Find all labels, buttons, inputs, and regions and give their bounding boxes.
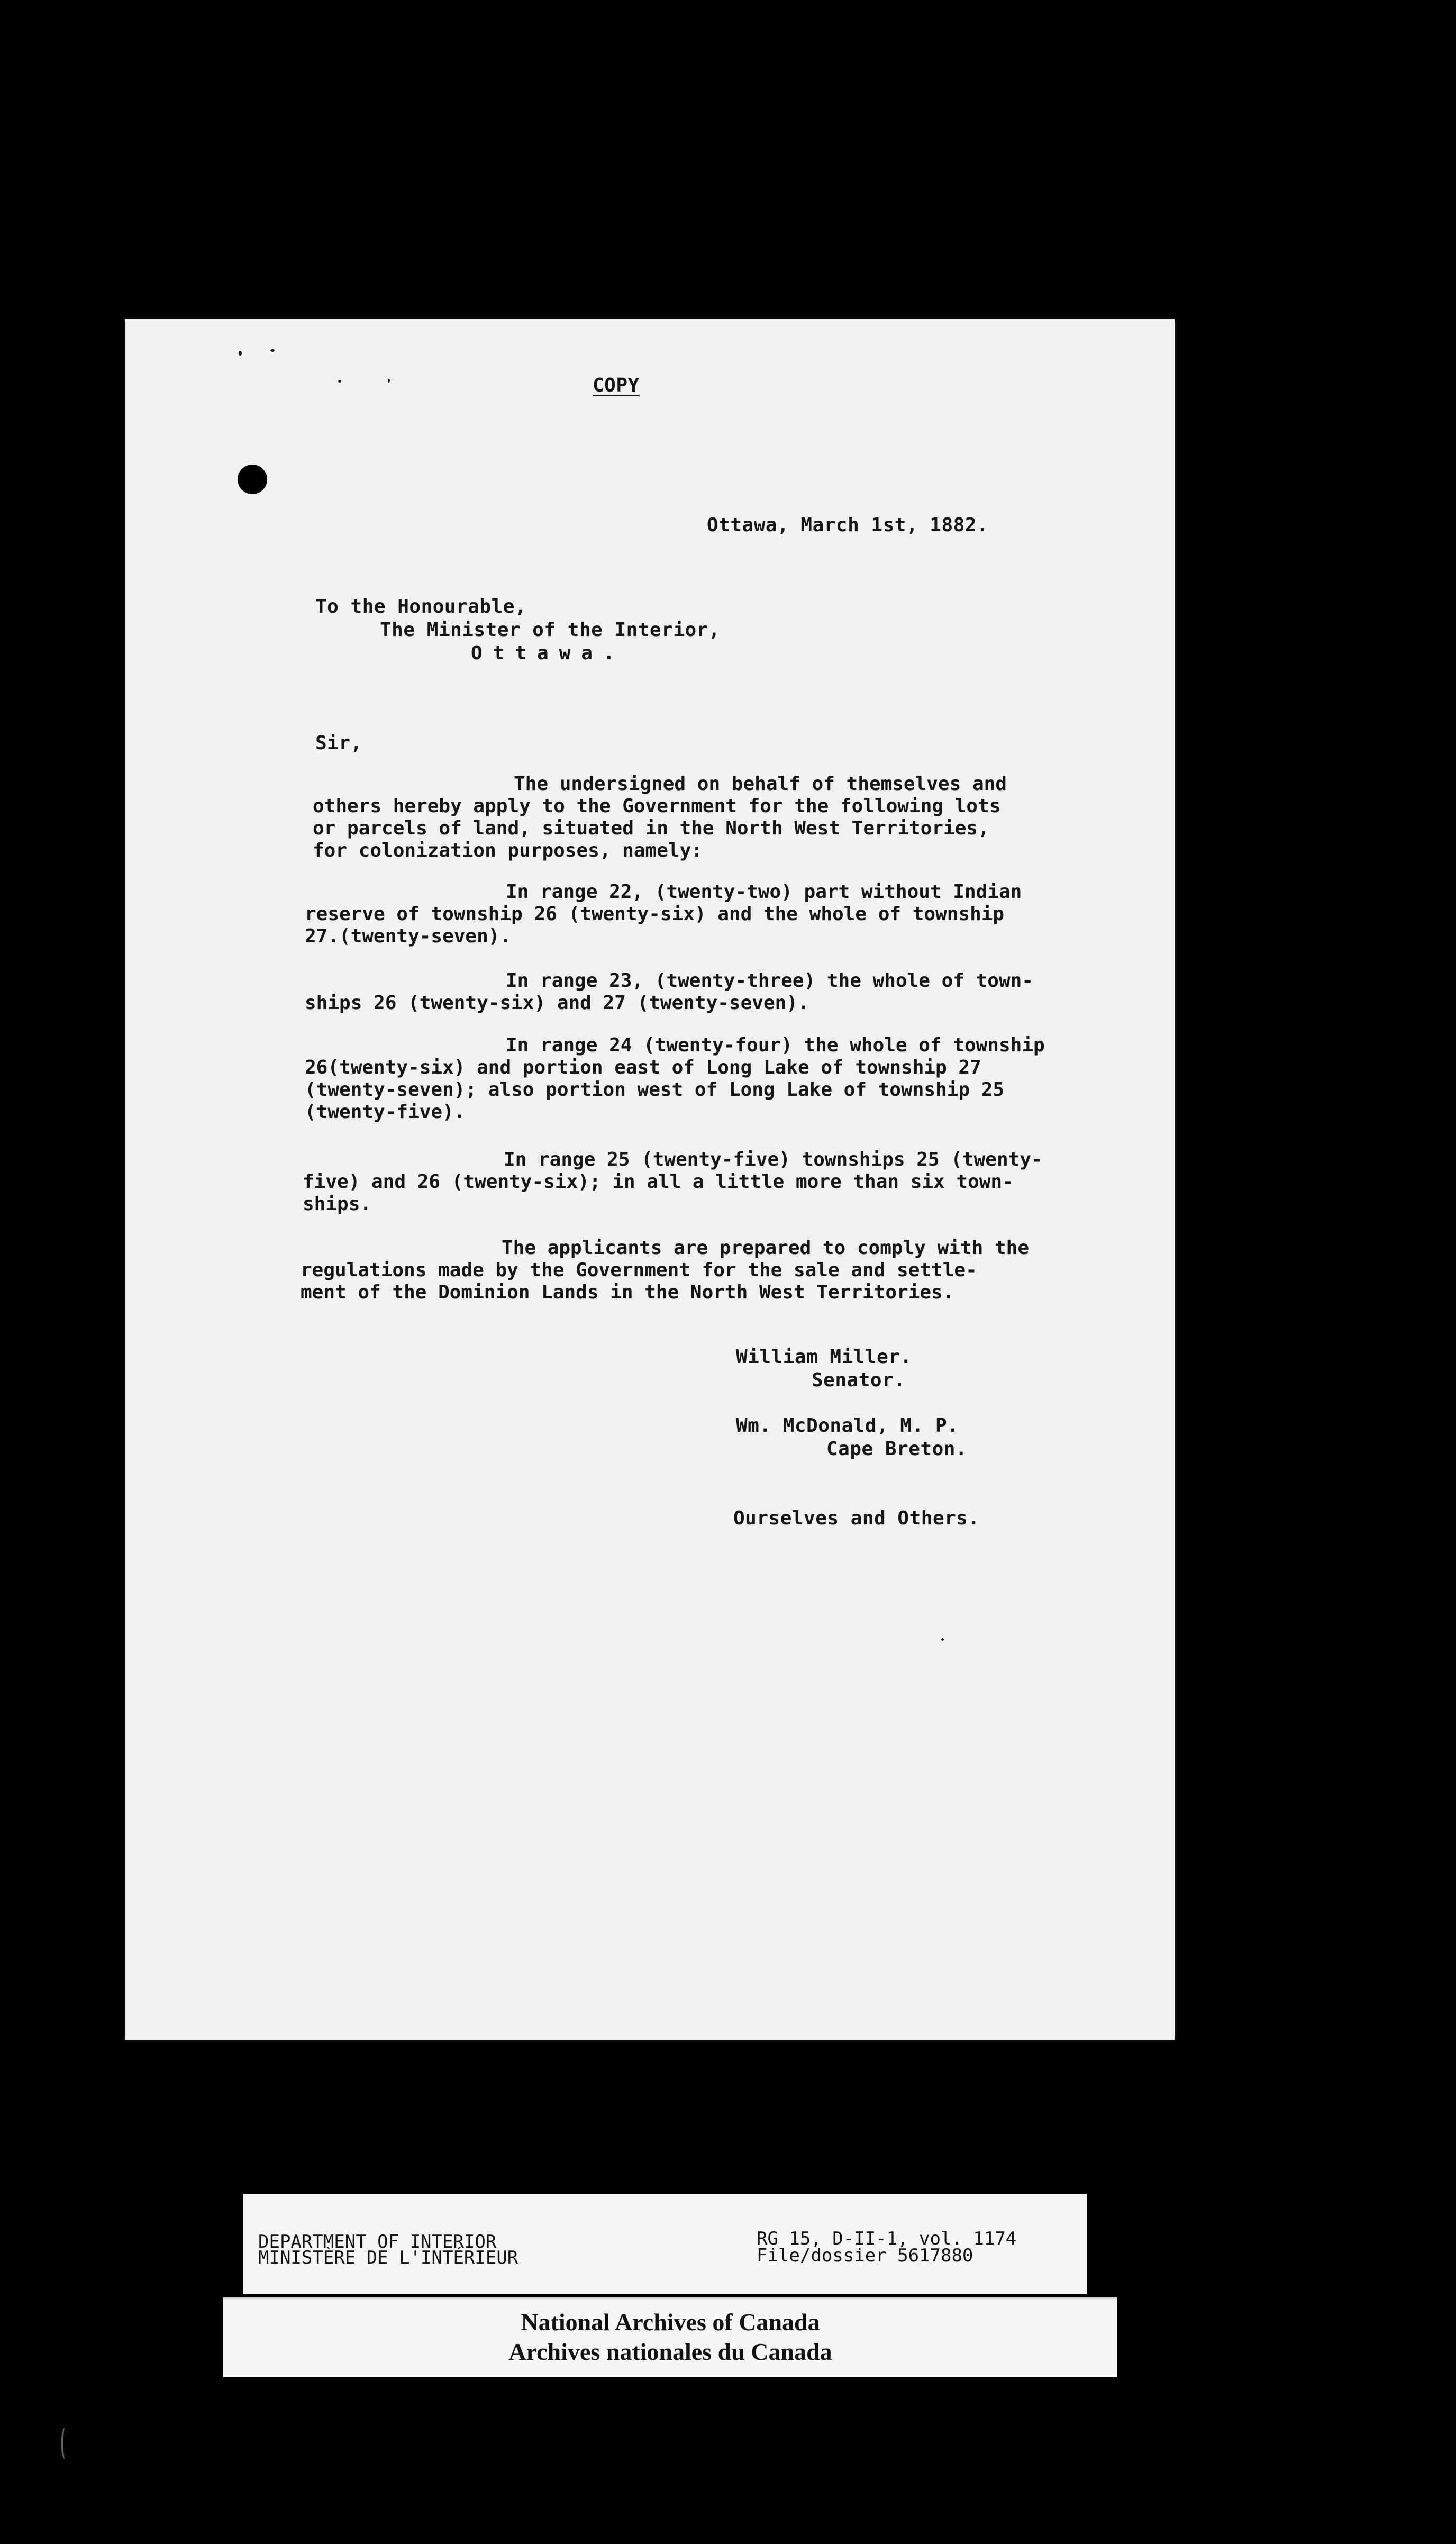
record-group-reference: RG 15, D-II-1, vol. 1174 [757,2228,1017,2249]
paragraph-range-24: In range 24 (twenty-four) the whole of township 26(twenty-six) and portion east of Long Lake of township 27 (twenty-seven); also portion west of Long Lake of township 25 (twenty-five). [305,1034,1045,1123]
institution-banner [223,2297,1117,2377]
department-english: DEPARTMENT OF INTERIOR [258,2231,497,2252]
paragraph-range-25: In range 25 (twenty-five) townships 25 (twenty- five) and 26 (twenty-six); in all a little more than six town- ships. [303,1149,1043,1215]
paragraph-range-22: In range 22, (twenty-two) part without Indian reserve of township 26 (twenty-six) and the whole of township 27.(twenty-seven). [305,881,1022,947]
ink-speck [941,1638,944,1641]
paragraph-range-23: In range 23, (twenty-three) the whole of town- ships 26 (twenty-six) and 27 (twenty-seven). [305,970,1033,1014]
archive-reference-label [243,2194,1087,2294]
signature-1-name: William Miller. [736,1346,912,1368]
ink-speck [270,349,275,352]
address-line-2: The Minister of the Interior, [380,619,721,641]
punch-hole [238,465,267,494]
ink-speck [388,379,390,383]
closing: Ourselves and Others. [733,1507,980,1529]
copy-heading: COPY [593,375,640,396]
address-line-3: Ottawa. [471,642,625,664]
document-page [125,319,1175,2040]
file-reference: File/dossier 5617880 [757,2245,973,2266]
paragraph-compliance: The applicants are prepared to comply with the regulations made by the Government for the sale and settle- ment of the Dominion Lands in the North West Territories. [301,1237,1029,1303]
institution-english: National Archives of Canada [521,2309,820,2336]
paragraph-intro: The undersigned on behalf of themselves and others hereby apply to the Government for the following lots or parcels of land, situated in the North West Territories, for colonization purposes, namely: [313,773,1007,861]
signature-1-title: Senator. [812,1369,906,1391]
department-french: MINISTÈRE DE L'INTÉRIEUR [258,2247,518,2268]
ink-speck [338,380,341,383]
film-edge-mark [61,2428,71,2459]
dateline: Ottawa, March 1st, 1882. [707,514,989,536]
salutation: Sir, [315,732,362,754]
institution-french: Archives nationales du Canada [508,2338,832,2365]
ink-speck [239,351,242,356]
signature-2-name: Wm. McDonald, M. P. [736,1415,959,1437]
signature-2-title: Cape Breton. [826,1438,968,1460]
address-line-1: To the Honourable, [315,596,527,617]
